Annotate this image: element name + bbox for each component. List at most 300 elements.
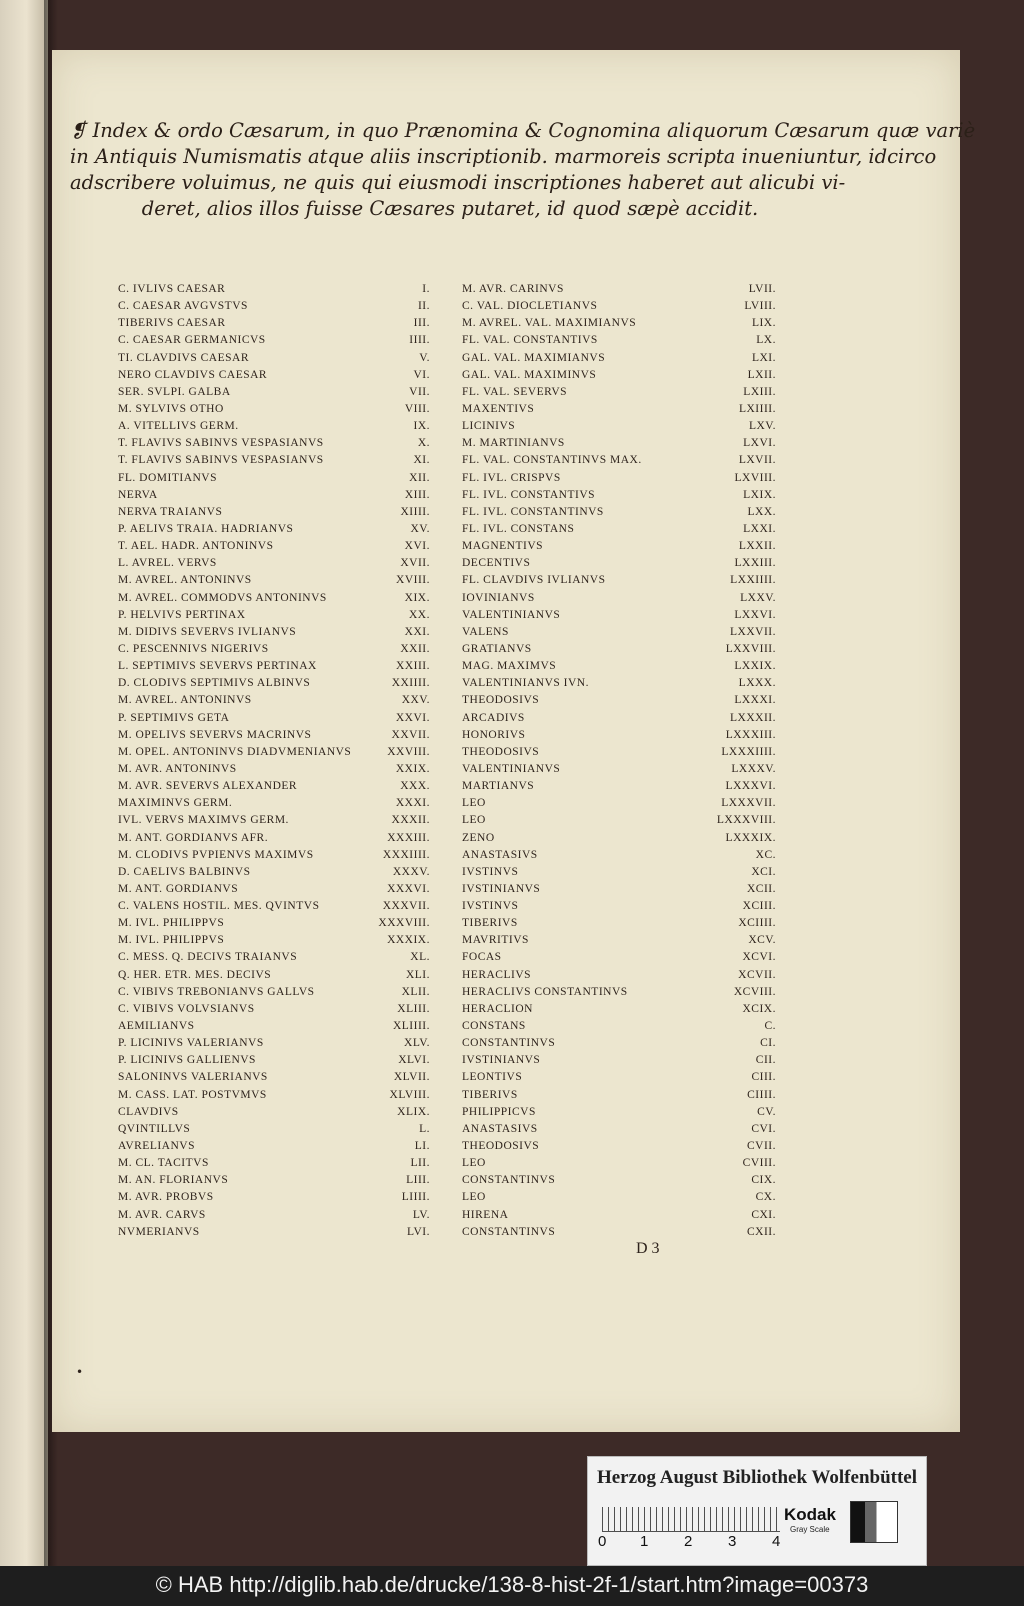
emperor-row — [118, 626, 430, 643]
scale-ruler — [602, 1507, 780, 1532]
emperor-name: NERVA — [118, 488, 158, 501]
emperor-name: ANASTASIVS — [462, 848, 538, 861]
emperor-number: XCI. — [751, 865, 776, 878]
emperor-name: MARTIANVS — [462, 780, 535, 793]
emperor-number: XXXIIII. — [382, 848, 430, 861]
emperor-number: LXXVII. — [730, 625, 776, 638]
emperor-row — [462, 832, 776, 849]
emperor-name: FL. CLAVDIVS IVLIANVS — [462, 574, 606, 587]
emperor-name: LICINIVS — [462, 420, 516, 433]
emperor-row — [462, 677, 776, 694]
emperor-name: FL. VAL. SEVERVS — [462, 385, 568, 398]
emperor-number: XXIII. — [396, 660, 430, 673]
emperor-row — [118, 386, 430, 403]
emperor-name: VALENTINIANVS IVN. — [462, 677, 589, 690]
emperor-name: M. CASS. LAT. POSTVMVS — [118, 1088, 267, 1101]
emperor-row — [462, 592, 776, 609]
emperor-name: P. AELIVS TRAIA. HADRIANVS — [118, 522, 294, 535]
emperor-name: D. CAELIVS BALBINVS — [118, 865, 251, 878]
emperor-number: XVII. — [400, 557, 430, 570]
emperor-name: CONSTANTINVS — [462, 1225, 556, 1238]
emperor-row — [118, 1123, 430, 1140]
footer-bar — [0, 1566, 1024, 1606]
emperor-row — [462, 300, 776, 317]
emperor-number: XXXIX. — [387, 934, 430, 947]
emperor-name: FL. IVL. CONSTANTINVS — [462, 505, 604, 518]
emperor-name: P. SEPTIMIVS GETA — [118, 711, 230, 724]
emperor-number: LXII. — [747, 368, 776, 381]
emperor-row — [462, 626, 776, 643]
emperor-name: M. ANT. GORDIANVS AFR. — [118, 831, 269, 844]
emperor-number: LIII. — [406, 1174, 430, 1187]
emperor-name: C. CAESAR GERMANICVS — [118, 334, 266, 347]
emperor-name: GAL. VAL. MAXIMIANVS — [462, 351, 606, 364]
emperor-name: NVMERIANVS — [118, 1225, 200, 1238]
emperor-number: XLVI. — [398, 1054, 430, 1067]
emperor-row — [462, 883, 776, 900]
ruler-number: 1 — [640, 1533, 649, 1550]
ruler-number: 3 — [728, 1533, 737, 1550]
emperor-name: HERACLIVS — [462, 968, 532, 981]
emperor-number: XXXII. — [391, 814, 430, 827]
emperor-name: CONSTANTINVS — [462, 1174, 556, 1187]
emperor-number: LXVII. — [738, 454, 776, 467]
emperor-row — [118, 900, 430, 917]
emperor-row — [462, 1071, 776, 1088]
emperor-row — [118, 660, 430, 677]
emperor-number: XXI. — [404, 625, 430, 638]
library-label-card — [587, 1456, 927, 1566]
emperor-number: LXXXIII. — [725, 728, 776, 741]
emperor-name: P. LICINIVS GALLIENVS — [118, 1054, 256, 1067]
emperor-name: ARCADIVS — [462, 711, 525, 724]
emperor-number: LXXII. — [738, 540, 776, 553]
emperor-row — [462, 660, 776, 677]
emperor-number: CVII. — [746, 1140, 776, 1153]
emperor-row — [118, 300, 430, 317]
ruler-numbers — [598, 1533, 788, 1551]
emperor-name: HIRENA — [462, 1208, 509, 1221]
emperor-number: LXVIII. — [734, 471, 776, 484]
emperor-row — [118, 832, 430, 849]
emperor-row — [462, 797, 776, 814]
emperor-name: M. MARTINIANVS — [462, 437, 565, 450]
emperor-row — [462, 609, 776, 626]
emperor-number: LXXV. — [740, 591, 776, 604]
emperor-row — [462, 1209, 776, 1226]
emperor-number: XC. — [755, 848, 776, 861]
emperor-name: FL. VAL. CONSTANTIVS — [462, 334, 598, 347]
emperor-name: C. VALENS HOSTIL. MES. QVINTVS — [118, 900, 320, 913]
emperor-row — [462, 763, 776, 780]
signature-mark: D 3 — [636, 1240, 660, 1257]
emperor-row — [462, 986, 776, 1003]
emperor-number: LIX. — [751, 317, 776, 330]
emperor-name: LEO — [462, 797, 486, 810]
emperor-row — [118, 1020, 430, 1037]
emperor-number: LXXXII. — [730, 711, 776, 724]
emperor-number: CIII. — [751, 1071, 776, 1084]
emperor-name: C. VIBIVS VOLVSIANVS — [118, 1002, 255, 1015]
emperor-row — [462, 1123, 776, 1140]
emperor-row — [118, 523, 430, 540]
emperor-row — [118, 334, 430, 351]
index-heading — [70, 118, 976, 222]
emperor-number: III. — [413, 317, 430, 330]
emperor-number: XCIX. — [742, 1002, 776, 1015]
emperor-number: XV. — [410, 522, 430, 535]
emperor-row — [118, 986, 430, 1003]
emperor-name: C. MESS. Q. DECIVS TRAIANVS — [118, 951, 298, 964]
emperor-number: C. — [764, 1020, 776, 1033]
emperor-name: IVSTINIANVS — [462, 1054, 541, 1067]
emperor-number: XXV. — [401, 694, 430, 707]
emperor-row — [118, 1209, 430, 1226]
emperor-row — [462, 643, 776, 660]
emperor-number: XXXI. — [395, 797, 430, 810]
emperor-name: IOVINIANVS — [462, 591, 535, 604]
emperor-row — [462, 1106, 776, 1123]
emperor-name: T. FLAVIVS SABINVS VESPASIANVS — [118, 437, 324, 450]
emperor-number: LXI. — [751, 351, 776, 364]
emperor-number: XCV. — [748, 934, 776, 947]
emperor-name: M. OPEL. ANTONINVS DIADVMENIANVS — [118, 745, 352, 758]
emperor-row — [118, 1157, 430, 1174]
emperor-row — [462, 523, 776, 540]
emperor-number: LXXXI. — [734, 694, 776, 707]
emperor-number: XXIIII. — [391, 677, 430, 690]
emperor-name: L. AVREL. VERVS — [118, 557, 217, 570]
emperor-row — [462, 1020, 776, 1037]
emperor-number: XL. — [410, 951, 430, 964]
emperor-row — [118, 369, 430, 386]
emperor-number: LIIII. — [401, 1191, 430, 1204]
emperor-number: CV. — [757, 1105, 776, 1118]
emperor-number: XI. — [413, 454, 430, 467]
emperor-number: LXXI. — [743, 522, 776, 535]
emperor-row — [462, 283, 776, 300]
emperor-row — [462, 454, 776, 471]
emperor-row — [462, 369, 776, 386]
emperor-row — [118, 729, 430, 746]
emperor-row — [118, 352, 430, 369]
emperor-name: MAG. MAXIMVS — [462, 660, 557, 673]
emperor-row — [118, 694, 430, 711]
emperor-row — [462, 1037, 776, 1054]
emperor-row — [118, 643, 430, 660]
emperor-number: XXXVII. — [382, 900, 430, 913]
emperor-number: CVIII. — [742, 1157, 776, 1170]
emperor-number: XVI. — [404, 540, 430, 553]
emperor-number: LXIX. — [743, 488, 776, 501]
emperor-name: CLAVDIVS — [118, 1105, 179, 1118]
emperor-name: M. AVREL. ANTONINVS — [118, 574, 252, 587]
emperor-number: XCVII. — [738, 968, 776, 981]
emperor-name: NERO CLAVDIVS CAESAR — [118, 368, 268, 381]
emperor-row — [462, 437, 776, 454]
emperor-name: M. AVR. PROBVS — [118, 1191, 214, 1204]
emperor-row — [462, 712, 776, 729]
emperor-number: L. — [419, 1122, 430, 1135]
emperor-name: IVSTINIANVS — [462, 882, 541, 895]
emperor-number: CIX. — [751, 1174, 776, 1187]
emperor-name: FOCAS — [462, 951, 502, 964]
emperor-row — [118, 797, 430, 814]
emperor-number: LVIII. — [744, 300, 776, 313]
library-name: Herzog August Bibliothek Wolfenbüttel — [596, 1467, 918, 1488]
emperor-name: M. SYLVIVS OTHO — [118, 402, 224, 415]
emperor-name: L. SEPTIMIVS SEVERVS PERTINAX — [118, 660, 317, 673]
emperor-number: LXXXVIII. — [716, 814, 776, 827]
emperor-number: XXIX. — [395, 762, 430, 775]
emperor-row — [118, 951, 430, 968]
emperor-name: M. AVREL. VAL. MAXIMIANVS — [462, 317, 637, 330]
emperor-number: XLIX. — [397, 1105, 430, 1118]
emperor-number: LXXXIX. — [725, 831, 776, 844]
emperor-row — [118, 454, 430, 471]
emperor-name: M. DIDIVS SEVERVS IVLIANVS — [118, 625, 297, 638]
emperor-name: VALENS — [462, 625, 509, 638]
emperor-name: CONSTANTINVS — [462, 1037, 556, 1050]
emperor-name: C. IVLIVS CAESAR — [118, 283, 226, 295]
emperor-name: M. AVR. ANTONINVS — [118, 762, 237, 775]
emperor-number: LXXIII. — [734, 557, 776, 570]
emperor-number: LXXIX. — [734, 660, 776, 673]
ruler-number: 0 — [598, 1533, 607, 1550]
emperor-row — [118, 969, 430, 986]
emperor-name: M. CLODIVS PVPIENVS MAXIMVS — [118, 848, 314, 861]
emperor-number: XX. — [409, 608, 430, 621]
emperor-number: XXXVI. — [387, 882, 430, 895]
emperor-row — [462, 969, 776, 986]
emperor-name: FL. IVL. CONSTANS — [462, 522, 575, 535]
emperor-list-right — [462, 283, 776, 1243]
emperor-name: LEO — [462, 1157, 486, 1170]
emperor-number: XIIII. — [400, 505, 430, 518]
emperor-name: THEODOSIVS — [462, 1140, 540, 1153]
emperor-name: MAXIMINVS GERM. — [118, 797, 233, 810]
emperor-row — [118, 403, 430, 420]
emperor-name: D. CLODIVS SEPTIMIVS ALBINVS — [118, 677, 311, 690]
emperor-number: CXI. — [751, 1208, 776, 1221]
emperor-name: M. AVREL. COMMODVS ANTONINVS — [118, 591, 327, 604]
emperor-name: M. AVREL. ANTONINVS — [118, 694, 252, 707]
emperor-name: T. FLAVIVS SABINVS VESPASIANVS — [118, 454, 324, 467]
emperor-row — [462, 1003, 776, 1020]
emperor-row — [118, 1140, 430, 1157]
emperor-number: XXXV. — [392, 865, 430, 878]
emperor-name: PHILIPPICVS — [462, 1105, 536, 1118]
emperor-name: IVSTINVS — [462, 900, 519, 913]
heading-line: deret, alios illos fuisse Cæsares putaret, id quod sæpè accidit. — [141, 197, 759, 220]
emperor-row — [118, 574, 430, 591]
emperor-number: XXX. — [400, 780, 430, 793]
emperor-number: XXXVIII. — [378, 917, 430, 930]
emperor-number: VIII. — [404, 402, 430, 415]
emperor-number: LXX. — [747, 505, 776, 518]
emperor-number: XXVI. — [395, 711, 430, 724]
emperor-number: XCIII. — [742, 900, 776, 913]
emperor-name: M. OPELIVS SEVERVS MACRINVS — [118, 728, 312, 741]
emperor-name: C. PESCENNIVS NIGERIVS — [118, 642, 269, 655]
emperor-name: LEONTIVS — [462, 1071, 523, 1084]
emperor-row — [118, 866, 430, 883]
emperor-number: CX. — [755, 1191, 776, 1204]
emperor-name: MAGNENTIVS — [462, 540, 544, 553]
emperor-number: VI. — [413, 368, 430, 381]
emperor-number: XLV. — [404, 1037, 430, 1050]
emperor-name: LEO — [462, 1191, 486, 1204]
emperor-row — [118, 780, 430, 797]
emperor-number: LXXXVII. — [721, 797, 776, 810]
emperor-row — [462, 489, 776, 506]
emperor-row — [118, 609, 430, 626]
emperor-row — [118, 283, 430, 300]
emperor-row — [118, 472, 430, 489]
emperor-name: QVINTILLVS — [118, 1122, 191, 1135]
emperor-row — [462, 866, 776, 883]
emperor-name: M. AVR. CARVS — [118, 1208, 206, 1221]
emperor-number: V. — [419, 351, 430, 364]
emperor-row — [118, 883, 430, 900]
emperor-row — [118, 746, 430, 763]
emperor-number: LXV. — [748, 420, 776, 433]
emperor-row — [462, 403, 776, 420]
emperor-row — [462, 1174, 776, 1191]
emperor-row — [462, 900, 776, 917]
emperor-row — [118, 592, 430, 609]
emperor-number: XXXIII. — [387, 831, 430, 844]
emperor-number: IX. — [413, 420, 430, 433]
emperor-name: P. HELVIVS PERTINAX — [118, 608, 246, 621]
emperor-name: M. AVR. SEVERVS ALEXANDER — [118, 780, 298, 793]
emperor-row — [118, 1106, 430, 1123]
emperor-name: FL. IVL. CONSTANTIVS — [462, 488, 596, 501]
emperor-number: LX. — [756, 334, 776, 347]
emperor-row — [118, 677, 430, 694]
emperor-name: SER. SVLPI. GALBA — [118, 385, 231, 398]
emperor-name: ZENO — [462, 831, 495, 844]
emperor-row — [462, 1226, 776, 1243]
emperor-name: AEMILIANVS — [118, 1020, 195, 1033]
page-mark: • — [76, 1365, 84, 1379]
emperor-number: CVI. — [751, 1122, 776, 1135]
emperor-name: M. ANT. GORDIANVS — [118, 882, 239, 895]
emperor-name: A. VITELLIVS GERM. — [118, 420, 239, 433]
emperor-row — [118, 917, 430, 934]
emperor-number: II. — [417, 300, 430, 313]
emperor-name: ANASTASIVS — [462, 1122, 538, 1135]
emperor-row — [118, 489, 430, 506]
emperor-row — [118, 1174, 430, 1191]
emperor-row — [118, 437, 430, 454]
emperor-row — [118, 557, 430, 574]
emperor-row — [118, 1089, 430, 1106]
emperor-name: C. VIBIVS TREBONIANVS GALLVS — [118, 985, 315, 998]
kodak-logo: Kodak — [784, 1505, 836, 1524]
emperor-row — [118, 420, 430, 437]
heading-line: ❡ Index & ordo Cæsarum, in quo Prænomina & Cognomina aliquorum Cæsarum quæ variè — [70, 119, 976, 142]
emperor-row — [462, 849, 776, 866]
emperor-list-left — [118, 283, 430, 1243]
emperor-row — [462, 1191, 776, 1208]
emperor-name: MAVRITIVS — [462, 934, 529, 947]
emperor-number: XII. — [409, 471, 430, 484]
ruler-number: 4 — [772, 1533, 781, 1550]
emperor-number: XLII. — [401, 985, 430, 998]
emperor-row — [462, 951, 776, 968]
emperor-row — [462, 317, 776, 334]
emperor-row — [118, 1071, 430, 1088]
emperor-number: XIII. — [404, 488, 430, 501]
emperor-row — [118, 849, 430, 866]
emperor-number: IIII. — [409, 334, 430, 347]
emperor-number: CXII. — [746, 1225, 776, 1238]
emperor-number: XCVIII. — [733, 985, 776, 998]
emperor-row — [118, 934, 430, 951]
emperor-row — [462, 334, 776, 351]
emperor-number: CII. — [755, 1054, 776, 1067]
emperor-name: M. AN. FLORIANVS — [118, 1174, 229, 1187]
emperor-number: VII. — [409, 385, 430, 398]
emperor-number: CIIII. — [747, 1088, 776, 1101]
emperor-number: LXXXV. — [731, 762, 776, 775]
emperor-name: CONSTANS — [462, 1020, 526, 1033]
emperor-number: XCVI. — [742, 951, 776, 964]
emperor-row — [462, 729, 776, 746]
emperor-number: LXXIIII. — [730, 574, 776, 587]
emperor-number: LVI. — [407, 1225, 430, 1238]
emperor-name: IVL. VERVS MAXIMVS GERM. — [118, 814, 289, 827]
emperor-row — [118, 540, 430, 557]
emperor-number: LXXVIII. — [725, 642, 776, 655]
emperor-number: CI. — [760, 1037, 776, 1050]
emperor-name: P. LICINIVS VALERIANVS — [118, 1037, 264, 1050]
emperor-number: XLVIII. — [389, 1088, 430, 1101]
emperor-name: DECENTIVS — [462, 557, 531, 570]
emperor-row — [462, 934, 776, 951]
emperor-name: M. IVL. PHILIPPVS — [118, 917, 225, 930]
emperor-name: IVSTINVS — [462, 865, 519, 878]
emperor-name: C. VAL. DIOCLETIANVS — [462, 300, 598, 313]
emperor-name: FL. DOMITIANVS — [118, 471, 217, 484]
emperor-number: LVII. — [748, 283, 776, 295]
emperor-row — [462, 540, 776, 557]
source-url[interactable]: © HAB http://diglib.hab.de/drucke/138-8-hist-2f-1/start.htm?image=00373 — [155, 1572, 869, 1597]
emperor-name: M. CL. TACITVS — [118, 1157, 209, 1170]
emperor-number: LXVI. — [743, 437, 776, 450]
emperor-row — [118, 1226, 430, 1243]
emperor-name: HERACLIVS CONSTANTINVS — [462, 985, 628, 998]
emperor-name: LEO — [462, 814, 486, 827]
emperor-number: XIX. — [404, 591, 430, 604]
emperor-row — [462, 420, 776, 437]
emperor-name: GRATIANVS — [462, 642, 532, 655]
emperor-row — [462, 574, 776, 591]
gray-scale-swatch — [850, 1501, 898, 1543]
emperor-row — [462, 746, 776, 763]
emperor-name: VALENTINIANVS — [462, 608, 561, 621]
emperor-row — [462, 814, 776, 831]
emperor-row — [462, 1054, 776, 1071]
emperor-row — [462, 506, 776, 523]
emperor-number: XLVII. — [393, 1071, 430, 1084]
emperor-number: XXII. — [400, 642, 430, 655]
emperor-name: TIBERIVS — [462, 917, 518, 930]
emperor-name: T. AEL. HADR. ANTONINVS — [118, 540, 274, 553]
emperor-number: LI. — [414, 1140, 430, 1153]
heading-line: adscribere voluimus, ne quis qui eiusmodi inscriptiones haberet aut alicubi vi- — [70, 171, 846, 194]
